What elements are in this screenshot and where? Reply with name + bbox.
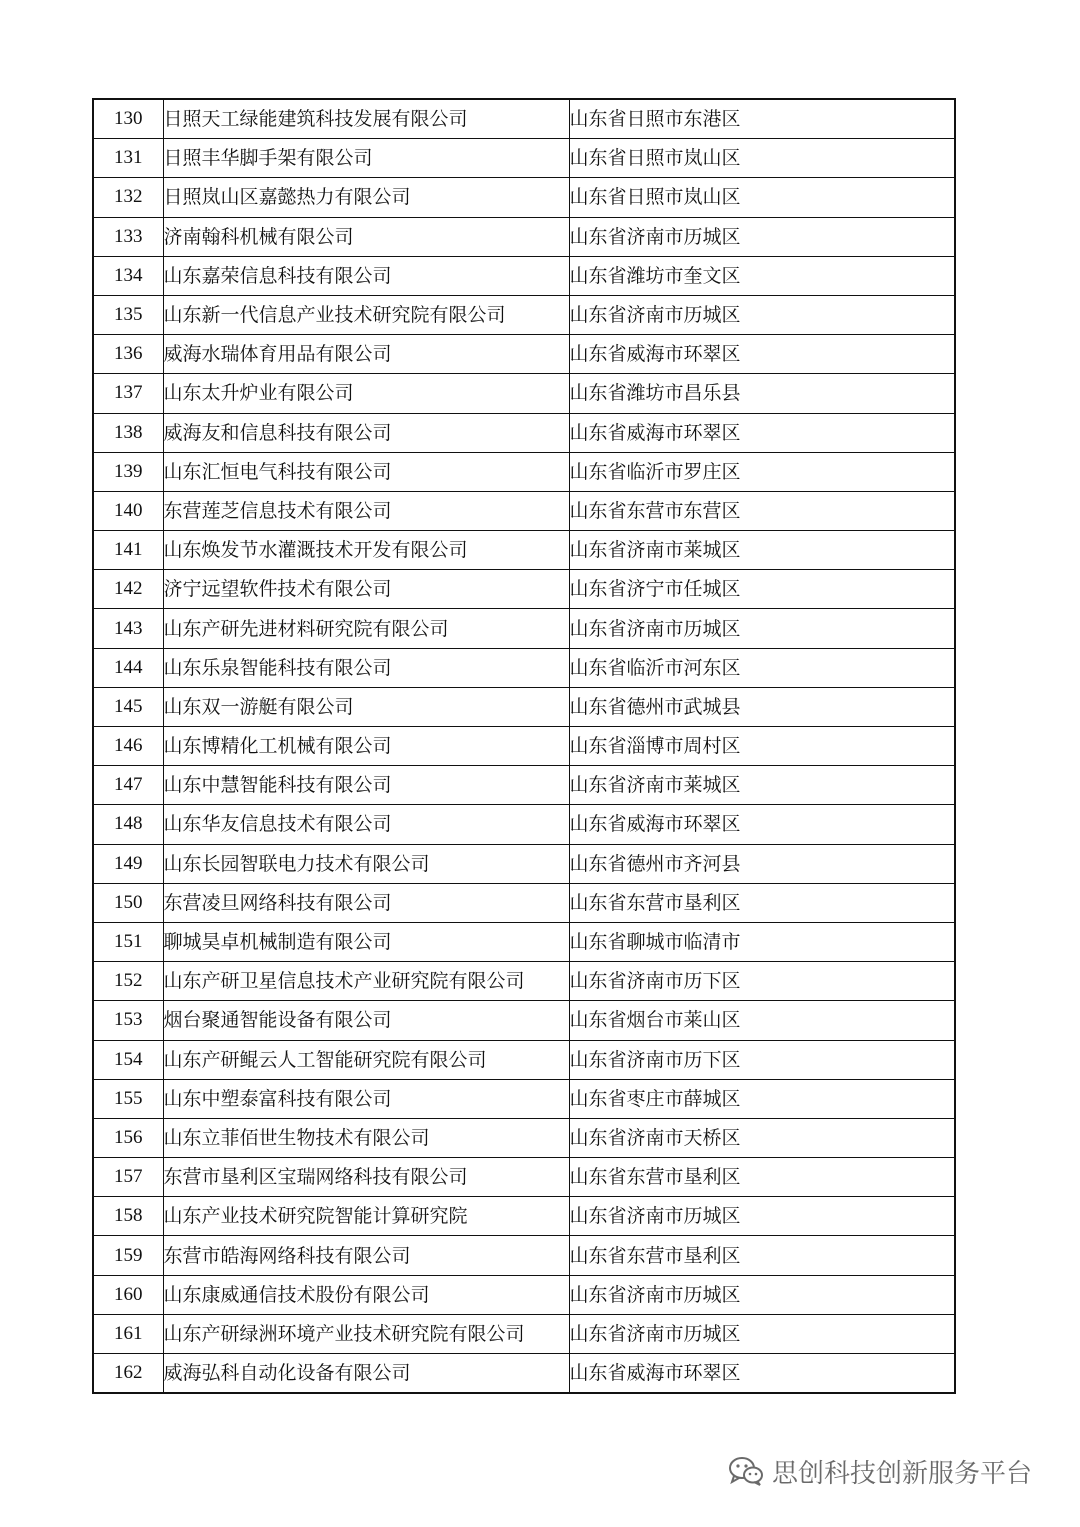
company-name-cell: 山东立菲佰世生物技术有限公司	[163, 1118, 569, 1157]
table-row	[93, 766, 955, 805]
location-cell: 山东省东营市垦利区	[569, 1236, 955, 1275]
location-cell: 山东省日照市东港区	[569, 99, 955, 139]
company-name-cell: 山东乐泉智能科技有限公司	[163, 648, 569, 687]
company-name-cell: 威海弘科自动化设备有限公司	[163, 1354, 569, 1394]
company-name-cell: 威海友和信息科技有限公司	[163, 413, 569, 452]
row-number-cell: 141	[93, 531, 163, 570]
location-cell: 山东省济南市历城区	[569, 295, 955, 334]
table-row	[93, 883, 955, 922]
row-number-cell: 131	[93, 139, 163, 178]
row-number-cell: 149	[93, 844, 163, 883]
company-name-cell: 山东产研绿洲环境产业技术研究院有限公司	[163, 1314, 569, 1353]
company-name-cell: 东营市垦利区宝瑞网络科技有限公司	[163, 1158, 569, 1197]
row-number-cell: 138	[93, 413, 163, 452]
row-number-cell: 151	[93, 922, 163, 961]
location-cell: 山东省德州市齐河县	[569, 844, 955, 883]
location-cell: 山东省济宁市任城区	[569, 570, 955, 609]
company-name-cell: 山东新一代信息产业技术研究院有限公司	[163, 295, 569, 334]
table-row	[93, 256, 955, 295]
location-cell: 山东省济南市历城区	[569, 1314, 955, 1353]
location-cell: 山东省济南市莱城区	[569, 766, 955, 805]
location-cell: 山东省聊城市临清市	[569, 922, 955, 961]
location-cell: 山东省济南市天桥区	[569, 1118, 955, 1157]
row-number-cell: 153	[93, 1001, 163, 1040]
row-number-cell: 133	[93, 217, 163, 256]
location-cell: 山东省淄博市周村区	[569, 727, 955, 766]
location-cell: 山东省烟台市莱山区	[569, 1001, 955, 1040]
company-name-cell: 威海水瑞体育用品有限公司	[163, 335, 569, 374]
table-row	[93, 335, 955, 374]
company-name-cell: 山东康威通信技术股份有限公司	[163, 1275, 569, 1314]
table-row	[93, 727, 955, 766]
table-row	[93, 217, 955, 256]
table-row	[93, 609, 955, 648]
company-name-cell: 山东长园智联电力技术有限公司	[163, 844, 569, 883]
table-row	[93, 1275, 955, 1314]
company-name-cell: 东营莲芝信息技术有限公司	[163, 491, 569, 530]
row-number-cell: 145	[93, 687, 163, 726]
table-row	[93, 1197, 955, 1236]
company-name-cell: 山东华友信息技术有限公司	[163, 805, 569, 844]
watermark-text: 思创科技创新服务平台	[772, 1458, 1033, 1489]
row-number-cell: 160	[93, 1275, 163, 1314]
location-cell: 山东省威海市环翠区	[569, 335, 955, 374]
table-row	[93, 805, 955, 844]
location-cell: 山东省威海市环翠区	[569, 1354, 955, 1394]
location-cell: 山东省济南市历城区	[569, 217, 955, 256]
row-number-cell: 150	[93, 883, 163, 922]
company-name-cell: 东营市皓海网络科技有限公司	[163, 1236, 569, 1275]
location-cell: 山东省济南市历下区	[569, 1040, 955, 1079]
row-number-cell: 148	[93, 805, 163, 844]
row-number-cell: 135	[93, 295, 163, 334]
location-cell: 山东省济南市历城区	[569, 1197, 955, 1236]
company-name-cell: 山东嘉荣信息科技有限公司	[163, 256, 569, 295]
row-number-cell: 139	[93, 452, 163, 491]
location-cell: 山东省枣庄市薛城区	[569, 1079, 955, 1118]
table-row	[93, 295, 955, 334]
row-number-cell: 147	[93, 766, 163, 805]
location-cell: 山东省日照市岚山区	[569, 139, 955, 178]
table-row	[93, 1236, 955, 1275]
row-number-cell: 142	[93, 570, 163, 609]
table-row	[93, 374, 955, 413]
company-name-cell: 日照天工绿能建筑科技发展有限公司	[163, 99, 569, 139]
row-number-cell: 157	[93, 1158, 163, 1197]
row-number-cell: 159	[93, 1236, 163, 1275]
company-table	[92, 98, 956, 1394]
table-row	[93, 99, 955, 139]
company-name-cell: 山东汇恒电气科技有限公司	[163, 452, 569, 491]
table-row	[93, 1354, 955, 1394]
location-cell: 山东省济南市历城区	[569, 609, 955, 648]
company-name-cell: 日照丰华脚手架有限公司	[163, 139, 569, 178]
company-name-cell: 山东产研鲲云人工智能研究院有限公司	[163, 1040, 569, 1079]
location-cell: 山东省东营市垦利区	[569, 1158, 955, 1197]
location-cell: 山东省东营市东营区	[569, 491, 955, 530]
company-name-cell: 山东太升炉业有限公司	[163, 374, 569, 413]
table-row	[93, 139, 955, 178]
row-number-cell: 155	[93, 1079, 163, 1118]
company-name-cell: 山东产研卫星信息技术产业研究院有限公司	[163, 962, 569, 1001]
company-name-cell: 东营凌旦网络科技有限公司	[163, 883, 569, 922]
row-number-cell: 132	[93, 178, 163, 217]
location-cell: 山东省济南市莱城区	[569, 531, 955, 570]
location-cell: 山东省济南市历城区	[569, 1275, 955, 1314]
company-table-body	[93, 99, 955, 1393]
table-row	[93, 687, 955, 726]
row-number-cell: 146	[93, 727, 163, 766]
row-number-cell: 143	[93, 609, 163, 648]
row-number-cell: 162	[93, 1354, 163, 1394]
table-row	[93, 570, 955, 609]
table-row	[93, 1079, 955, 1118]
table-row	[93, 1001, 955, 1040]
row-number-cell: 130	[93, 99, 163, 139]
watermark	[728, 1453, 1032, 1489]
company-name-cell: 山东博精化工机械有限公司	[163, 727, 569, 766]
row-number-cell: 144	[93, 648, 163, 687]
location-cell: 山东省临沂市河东区	[569, 648, 955, 687]
row-number-cell: 140	[93, 491, 163, 530]
table-row	[93, 648, 955, 687]
table-row	[93, 844, 955, 883]
company-name-cell: 日照岚山区嘉懿热力有限公司	[163, 178, 569, 217]
table-row	[93, 1158, 955, 1197]
table-row	[93, 491, 955, 530]
row-number-cell: 136	[93, 335, 163, 374]
row-number-cell: 154	[93, 1040, 163, 1079]
company-name-cell: 济宁远望软件技术有限公司	[163, 570, 569, 609]
location-cell: 山东省东营市垦利区	[569, 883, 955, 922]
location-cell: 山东省济南市历下区	[569, 962, 955, 1001]
row-number-cell: 161	[93, 1314, 163, 1353]
location-cell: 山东省潍坊市昌乐县	[569, 374, 955, 413]
company-list-sheet	[92, 98, 954, 1394]
company-name-cell: 山东焕发节水灌溉技术开发有限公司	[163, 531, 569, 570]
row-number-cell: 158	[93, 1197, 163, 1236]
company-name-cell: 烟台聚通智能设备有限公司	[163, 1001, 569, 1040]
row-number-cell: 152	[93, 962, 163, 1001]
company-name-cell: 山东产业技术研究院智能计算研究院	[163, 1197, 569, 1236]
company-name-cell: 山东中塑泰富科技有限公司	[163, 1079, 569, 1118]
company-name-cell: 济南翰科机械有限公司	[163, 217, 569, 256]
wechat-icon	[728, 1456, 764, 1486]
table-row	[93, 922, 955, 961]
row-number-cell: 134	[93, 256, 163, 295]
row-number-cell: 137	[93, 374, 163, 413]
table-row	[93, 531, 955, 570]
company-name-cell: 聊城昊卓机械制造有限公司	[163, 922, 569, 961]
table-row	[93, 962, 955, 1001]
row-number-cell: 156	[93, 1118, 163, 1157]
location-cell: 山东省潍坊市奎文区	[569, 256, 955, 295]
location-cell: 山东省日照市岚山区	[569, 178, 955, 217]
table-row	[93, 452, 955, 491]
table-row	[93, 413, 955, 452]
table-row	[93, 178, 955, 217]
company-name-cell: 山东双一游艇有限公司	[163, 687, 569, 726]
location-cell: 山东省德州市武城县	[569, 687, 955, 726]
location-cell: 山东省威海市环翠区	[569, 805, 955, 844]
location-cell: 山东省临沂市罗庄区	[569, 452, 955, 491]
table-row	[93, 1040, 955, 1079]
table-row	[93, 1118, 955, 1157]
location-cell: 山东省威海市环翠区	[569, 413, 955, 452]
table-row	[93, 1314, 955, 1353]
company-name-cell: 山东产研先进材料研究院有限公司	[163, 609, 569, 648]
company-name-cell: 山东中慧智能科技有限公司	[163, 766, 569, 805]
